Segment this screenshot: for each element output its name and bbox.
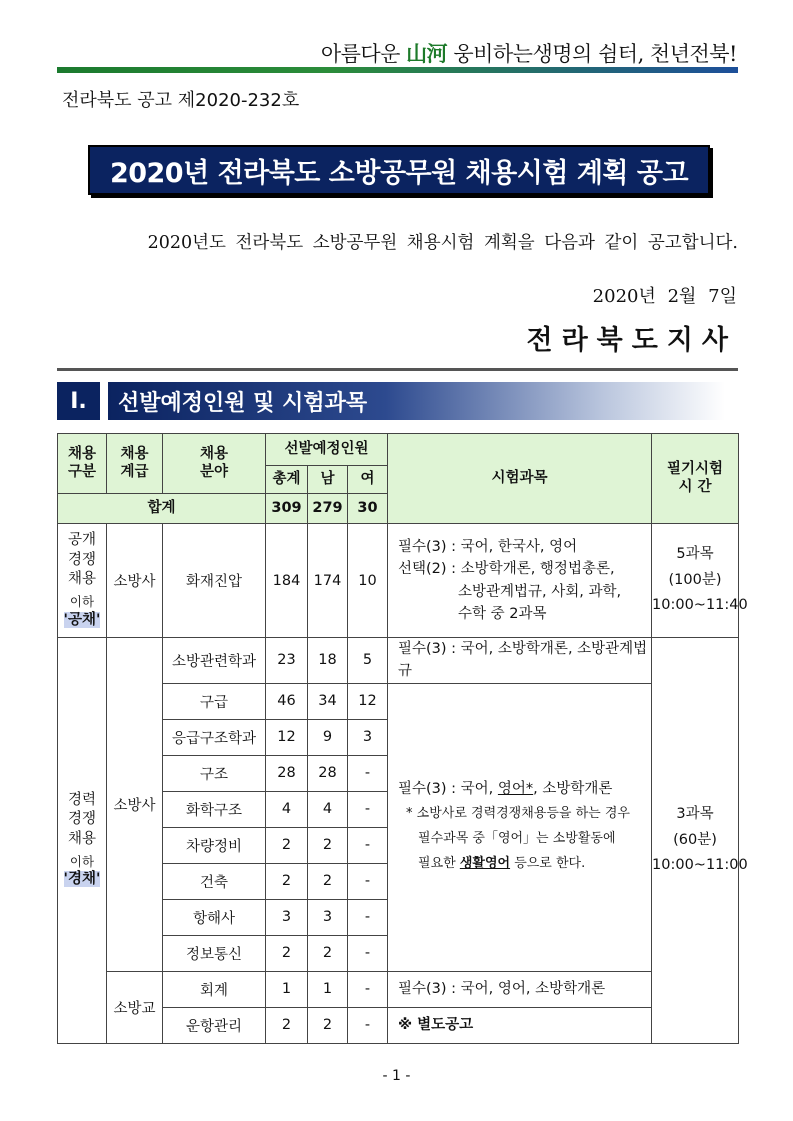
header-rank: 채용 계급 (107, 434, 163, 494)
career-subjects-main: 필수(3) : 국어, 영어*, 소방학개론 * 소방사로 경력경쟁채용등을 하는 경우 필수과목 중「영어」는 소방활동에 필요한 생활영어 등으로 한다. (388, 683, 652, 971)
career-field: 건축 (163, 863, 266, 899)
header-subjects: 시험과목 (388, 434, 652, 524)
career-field: 정보통신 (163, 935, 266, 971)
open-male: 174 (308, 524, 348, 638)
career-type-tag: '경채' (63, 871, 101, 888)
header-time: 필기시험 시 간 (652, 434, 739, 524)
slogan: 아름다운 山河 웅비하는생명의 쉼터, 천년전북! (320, 41, 737, 66)
career-male: 2 (308, 827, 348, 863)
career-field: 구조 (163, 755, 266, 791)
open-subjects: 필수(3) : 국어, 한국사, 영어 선택(2) : 소방학개론, 행정법총론, 소방관계법규, 사회, 과학, 수학 중 2과목 (388, 524, 652, 638)
career-female: - (348, 863, 388, 899)
table-row (58, 524, 739, 638)
career-male: 3 (308, 899, 348, 935)
header-female: 여 (348, 466, 388, 494)
career-female: - (348, 971, 388, 1007)
open-total: 184 (266, 524, 308, 638)
open-rank: 소방사 (107, 524, 163, 638)
career-total: 1 (266, 971, 308, 1007)
intro-text: 2020년도 전라북도 소방공무원 채용시험 계획을 다음과 같이 공고합니다. (147, 233, 738, 253)
header-quota: 선발예정인원 (266, 434, 388, 466)
open-time: 5과목 (100분) 10:00~11:40 (652, 524, 739, 638)
career-total: 2 (266, 827, 308, 863)
career-total: 2 (266, 863, 308, 899)
section-title: 선발예정인원 및 시험과목 (108, 382, 725, 420)
career-type-cell: 경력 경쟁 채용 이하 '경채' (58, 638, 107, 1044)
header-type: 채용 구분 (58, 434, 107, 494)
career-field: 운항관리 (163, 1007, 266, 1043)
sum-label: 합계 (58, 494, 266, 524)
career-female: 5 (348, 638, 388, 684)
sum-total: 309 (266, 494, 308, 524)
career-female: - (348, 899, 388, 935)
career-total: 2 (266, 935, 308, 971)
career-field: 화학구조 (163, 791, 266, 827)
header-field: 채용 분야 (163, 434, 266, 494)
career-male: 9 (308, 719, 348, 755)
career-male: 2 (308, 1007, 348, 1043)
career-field: 차량정비 (163, 827, 266, 863)
career-total: 28 (266, 755, 308, 791)
career-female: - (348, 791, 388, 827)
career-male: 4 (308, 791, 348, 827)
divider (57, 368, 738, 371)
career-total: 12 (266, 719, 308, 755)
recruitment-table (57, 433, 748, 1044)
open-female: 10 (348, 524, 388, 638)
career-rank-1: 소방사 (107, 638, 163, 972)
career-field: 회계 (163, 971, 266, 1007)
sum-male: 279 (308, 494, 348, 524)
slogan-highlight: 山河 (406, 41, 448, 66)
career-male: 34 (308, 683, 348, 719)
career-male: 2 (308, 863, 348, 899)
page-title: 2020년 전라북도 소방공무원 채용시험 계획 공고 (88, 145, 710, 195)
page-number: - 1 - (382, 1068, 411, 1084)
career-field: 구급 (163, 683, 266, 719)
table-row (58, 971, 739, 1007)
career-rank-2: 소방교 (107, 971, 163, 1043)
career-field: 응급구조학과 (163, 719, 266, 755)
section-header (57, 382, 725, 420)
header-rule (57, 67, 738, 73)
career-subjects-separate: ※ 별도공고 (388, 1007, 652, 1043)
career-male: 28 (308, 755, 348, 791)
open-type-cell: 공개 경쟁 채용 이하 '공채' (58, 524, 107, 638)
career-subjects-account: 필수(3) : 국어, 영어, 소방학개론 (388, 971, 652, 1007)
career-total: 4 (266, 791, 308, 827)
section-number: Ⅰ. (57, 382, 100, 420)
career-field: 소방관련학과 (163, 638, 266, 684)
notice-date: 2020년 2월 7일 (592, 286, 737, 307)
career-time: 3과목 (60분) 10:00~11:00 (652, 638, 739, 1044)
career-female: 12 (348, 683, 388, 719)
career-female: - (348, 935, 388, 971)
career-female: - (348, 1007, 388, 1043)
career-female: - (348, 827, 388, 863)
career-total: 3 (266, 899, 308, 935)
issuer: 전라북도지사 (526, 325, 737, 356)
career-male: 1 (308, 971, 348, 1007)
sum-female: 30 (348, 494, 388, 524)
career-female: 3 (348, 719, 388, 755)
open-type-tag: '공채' (63, 611, 101, 628)
career-field: 항해사 (163, 899, 266, 935)
notice-number: 전라북도 공고 제2020-232호 (62, 90, 300, 111)
career-male: 18 (308, 638, 348, 684)
header-male: 남 (308, 466, 348, 494)
table-row (58, 638, 739, 684)
career-total: 23 (266, 638, 308, 684)
career-total: 2 (266, 1007, 308, 1043)
career-female: - (348, 755, 388, 791)
career-total: 46 (266, 683, 308, 719)
career-male: 2 (308, 935, 348, 971)
header-total: 총계 (266, 466, 308, 494)
career-subjects-first: 필수(3) : 국어, 소방학개론, 소방관계법규 (388, 638, 652, 684)
open-field: 화재진압 (163, 524, 266, 638)
career-note: * 소방사로 경력경쟁채용등을 하는 경우 필수과목 중「영어」는 소방활동에 필요한 생활영어 등으로 한다. (406, 805, 630, 872)
